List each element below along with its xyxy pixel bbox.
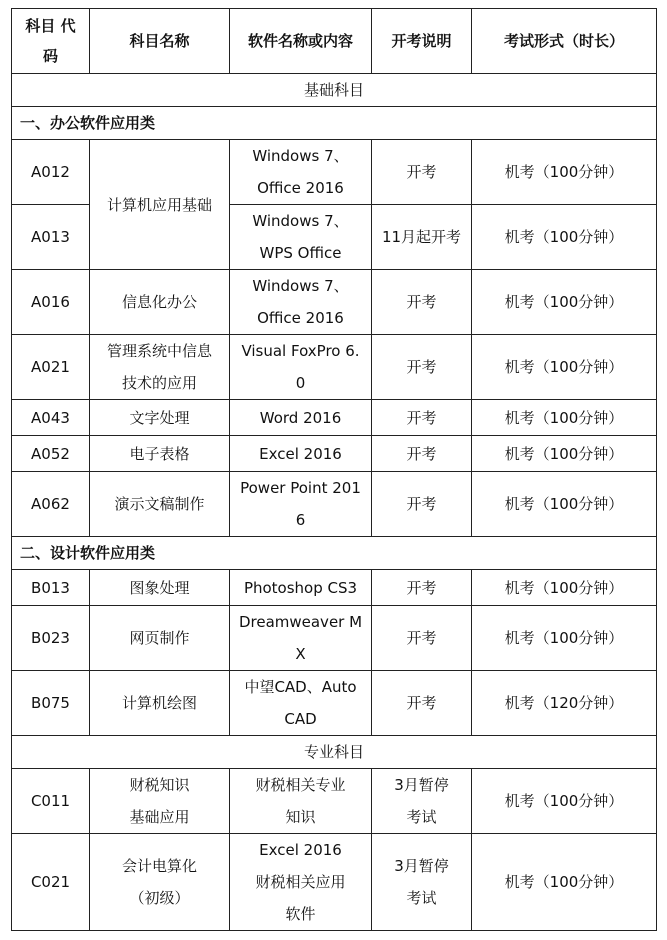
subject-name: 计算机绘图 [90,671,230,736]
software-content: Word 2016 [230,400,372,436]
exam-status: 开考 [372,335,472,400]
table-row [12,671,657,736]
subject-code: B013 [12,570,90,606]
table-row [12,270,657,335]
table-row [12,570,657,606]
table-row [12,769,657,834]
header-status: 开考说明 [372,9,472,74]
exam-format: 机考（100分钟） [472,400,657,436]
table-row [12,335,657,400]
section-basic: 基础科目 [12,74,657,107]
software-content: 财税相关专业 知识 [230,769,372,834]
section-row-office [12,107,657,140]
exam-subjects-table [11,8,657,931]
software-content: Windows 7、 Office 2016 [230,270,372,335]
exam-format: 机考（100分钟） [472,140,657,205]
table-row [12,400,657,436]
header-code: 科目 代码 [12,9,90,74]
exam-format: 机考（100分钟） [472,834,657,931]
software-content: Photoshop CS3 [230,570,372,606]
exam-format: 机考（100分钟） [472,472,657,537]
exam-format: 机考（100分钟） [472,335,657,400]
table-row [12,436,657,472]
exam-status: 开考 [372,671,472,736]
subject-name: 文字处理 [90,400,230,436]
exam-status: 3月暂停 考试 [372,769,472,834]
subject-code: A062 [12,472,90,537]
subject-name: 图象处理 [90,570,230,606]
exam-format: 机考（100分钟） [472,570,657,606]
software-content: Windows 7、 WPS Office [230,205,372,270]
exam-status: 11月起开考 [372,205,472,270]
subject-name: 网页制作 [90,606,230,671]
subject-name: 信息化办公 [90,270,230,335]
section-design: 二、设计软件应用类 [12,537,657,570]
exam-status: 开考 [372,140,472,205]
section-office: 一、办公软件应用类 [12,107,657,140]
subject-code: B075 [12,671,90,736]
software-content: Dreamweaver M X [230,606,372,671]
subject-code: B023 [12,606,90,671]
subject-name: 演示文稿制作 [90,472,230,537]
software-content: Excel 2016 [230,436,372,472]
subject-code: A052 [12,436,90,472]
section-row-professional [12,736,657,769]
table-row [12,606,657,671]
exam-format: 机考（120分钟） [472,671,657,736]
subject-name: 计算机应用基础 [90,140,230,270]
subject-code: A021 [12,335,90,400]
subject-name: 管理系统中信息 技术的应用 [90,335,230,400]
exam-format: 机考（100分钟） [472,270,657,335]
section-row-design [12,537,657,570]
exam-status: 开考 [372,436,472,472]
subject-code: A013 [12,205,90,270]
exam-status: 3月暂停 考试 [372,834,472,931]
subject-code: C011 [12,769,90,834]
header-row [12,9,657,74]
exam-format: 机考（100分钟） [472,436,657,472]
exam-status: 开考 [372,606,472,671]
software-content: Excel 2016 财税相关应用 软件 [230,834,372,931]
exam-status: 开考 [372,472,472,537]
table-row [12,140,657,205]
subject-code: A043 [12,400,90,436]
software-content: Visual FoxPro 6. 0 [230,335,372,400]
exam-format: 机考（100分钟） [472,769,657,834]
header-name: 科目名称 [90,9,230,74]
header-software: 软件名称或内容 [230,9,372,74]
exam-status: 开考 [372,270,472,335]
exam-status: 开考 [372,400,472,436]
subject-name: 会计电算化 （初级） [90,834,230,931]
exam-status: 开考 [372,570,472,606]
exam-format: 机考（100分钟） [472,606,657,671]
section-professional: 专业科目 [12,736,657,769]
section-row-basic [12,74,657,107]
table-row [12,834,657,931]
header-format: 考试形式（时长） [472,9,657,74]
software-content: Windows 7、 Office 2016 [230,140,372,205]
software-content: Power Point 201 6 [230,472,372,537]
exam-format: 机考（100分钟） [472,205,657,270]
subject-name: 财税知识 基础应用 [90,769,230,834]
software-content: 中望CAD、Auto CAD [230,671,372,736]
subject-code: A012 [12,140,90,205]
table-row [12,472,657,537]
subject-code: C021 [12,834,90,931]
subject-code: A016 [12,270,90,335]
subject-name: 电子表格 [90,436,230,472]
